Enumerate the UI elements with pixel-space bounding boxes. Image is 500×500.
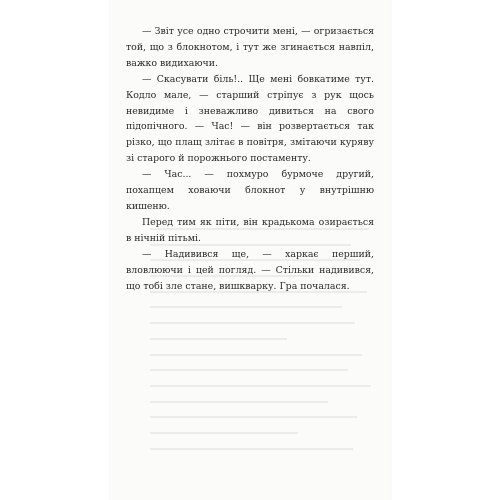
paragraph-3: — Час... — похмуро бурмоче другий, похапцем ховаючи блокнот у внутрішню кишеню.	[126, 169, 374, 212]
paragraph-4: Перед тим як піти, він крадькома озирається в нічній пітьмі.	[126, 216, 374, 244]
paragraph-1: — Звіт усе одно строчити мені, — огризається той, що з блокнотом, і тут же згинається навпіл, важко видихаючи.	[126, 26, 374, 69]
paragraph-5: — Надивився ще, — харкає перший, вловлюючи і цей погляд. — Стільки надивився, що тобі зле стане, вишкварку. Гра почалася.	[126, 248, 374, 292]
paragraph-2: — Скасувати біль!.. Ще мені бовкатиме тут. Кодло мале, — старший стріпує з рук щось невидиме і зневажливо дивиться на свого підопічного. — Час! — він розвертається так різко, що плащ злітає в повітря, змітаючи куряву зі старого й порожнього постаменту.	[126, 73, 374, 165]
page-text	[126, 24, 374, 294]
